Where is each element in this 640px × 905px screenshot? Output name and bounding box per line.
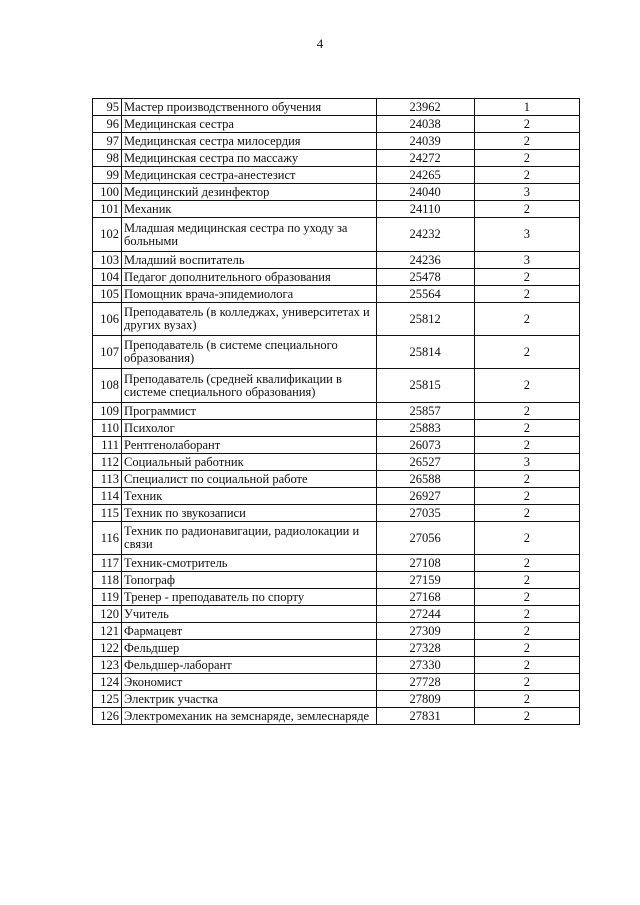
row-value: 2 — [474, 471, 579, 488]
row-value: 2 — [474, 336, 579, 369]
row-number: 120 — [93, 606, 122, 623]
row-value: 2 — [474, 640, 579, 657]
profession-name: Медицинская сестра милосердия — [122, 133, 377, 150]
profession-code: 24110 — [376, 201, 474, 218]
row-value: 2 — [474, 269, 579, 286]
profession-name: Медицинская сестра — [122, 116, 377, 133]
row-number: 97 — [93, 133, 122, 150]
row-number: 121 — [93, 623, 122, 640]
row-value: 2 — [474, 589, 579, 606]
profession-name: Топограф — [122, 572, 377, 589]
profession-name: Медицинская сестра-анестезист — [122, 167, 377, 184]
profession-name: Электрик участка — [122, 691, 377, 708]
row-number: 105 — [93, 286, 122, 303]
profession-code: 24039 — [376, 133, 474, 150]
table-row — [93, 150, 580, 167]
table-row — [93, 252, 580, 269]
table-row — [93, 589, 580, 606]
table-row — [93, 471, 580, 488]
profession-code: 27309 — [376, 623, 474, 640]
page-number: 4 — [316, 36, 324, 51]
profession-code: 25883 — [376, 420, 474, 437]
profession-code: 25857 — [376, 403, 474, 420]
profession-name: Младший воспитатель — [122, 252, 377, 269]
table-row — [93, 606, 580, 623]
profession-name: Техник по звукозаписи — [122, 505, 377, 522]
row-value: 2 — [474, 167, 579, 184]
row-value: 3 — [474, 218, 579, 252]
row-number: 125 — [93, 691, 122, 708]
row-value: 2 — [474, 403, 579, 420]
row-value: 2 — [474, 201, 579, 218]
row-number: 110 — [93, 420, 122, 437]
row-number: 104 — [93, 269, 122, 286]
row-number: 98 — [93, 150, 122, 167]
profession-name: Техник-смотритель — [122, 555, 377, 572]
profession-code: 27108 — [376, 555, 474, 572]
row-value: 3 — [474, 252, 579, 269]
profession-code: 26073 — [376, 437, 474, 454]
table-row — [93, 218, 580, 252]
table-row — [93, 303, 580, 336]
row-number: 101 — [93, 201, 122, 218]
row-value: 2 — [474, 150, 579, 167]
row-number: 103 — [93, 252, 122, 269]
row-value: 2 — [474, 555, 579, 572]
table-row — [93, 369, 580, 403]
table-row — [93, 167, 580, 184]
row-value: 2 — [474, 572, 579, 589]
row-value: 2 — [474, 708, 579, 725]
profession-code: 24272 — [376, 150, 474, 167]
table-row — [93, 116, 580, 133]
row-value: 2 — [474, 606, 579, 623]
row-value: 2 — [474, 369, 579, 403]
row-value: 2 — [474, 691, 579, 708]
profession-code: 25814 — [376, 336, 474, 369]
table-row — [93, 555, 580, 572]
table-row — [93, 623, 580, 640]
profession-code: 27831 — [376, 708, 474, 725]
profession-code: 24265 — [376, 167, 474, 184]
table-row — [93, 437, 580, 454]
table-row — [93, 522, 580, 555]
row-value: 2 — [474, 505, 579, 522]
table-row — [93, 201, 580, 218]
profession-name: Учитель — [122, 606, 377, 623]
row-value: 2 — [474, 420, 579, 437]
row-number: 109 — [93, 403, 122, 420]
row-number: 108 — [93, 369, 122, 403]
table-row — [93, 99, 580, 116]
profession-code: 24040 — [376, 184, 474, 201]
table-row — [93, 691, 580, 708]
profession-code: 27244 — [376, 606, 474, 623]
profession-name: Техник — [122, 488, 377, 505]
table-row — [93, 505, 580, 522]
profession-name: Экономист — [122, 674, 377, 691]
profession-code: 23962 — [376, 99, 474, 116]
row-number: 111 — [93, 437, 122, 454]
profession-name: Электромеханик на земснаряде, землеснаряде — [122, 708, 377, 725]
row-number: 102 — [93, 218, 122, 252]
profession-code: 25812 — [376, 303, 474, 336]
profession-name: Программист — [122, 403, 377, 420]
row-value: 2 — [474, 437, 579, 454]
profession-name: Техник по радионавигации, радиолокации и связи — [122, 522, 377, 555]
table-row — [93, 640, 580, 657]
profession-code: 25478 — [376, 269, 474, 286]
row-number: 114 — [93, 488, 122, 505]
row-number: 106 — [93, 303, 122, 336]
row-number: 119 — [93, 589, 122, 606]
profession-code: 27809 — [376, 691, 474, 708]
row-value: 2 — [474, 674, 579, 691]
row-number: 96 — [93, 116, 122, 133]
row-value: 3 — [474, 184, 579, 201]
table-row — [93, 488, 580, 505]
profession-name: Младшая медицинская сестра по уходу за больными — [122, 218, 377, 252]
profession-name: Помощник врача-эпидемиолога — [122, 286, 377, 303]
row-number: 116 — [93, 522, 122, 555]
profession-code: 27035 — [376, 505, 474, 522]
row-value: 3 — [474, 454, 579, 471]
profession-code: 25564 — [376, 286, 474, 303]
table-row — [93, 454, 580, 471]
row-number: 107 — [93, 336, 122, 369]
row-value: 2 — [474, 488, 579, 505]
table-body — [93, 99, 580, 725]
profession-code: 27330 — [376, 657, 474, 674]
row-number: 124 — [93, 674, 122, 691]
profession-name: Социальный работник — [122, 454, 377, 471]
table-row — [93, 572, 580, 589]
row-value: 2 — [474, 286, 579, 303]
row-number: 122 — [93, 640, 122, 657]
row-number: 100 — [93, 184, 122, 201]
profession-name: Медицинский дезинфектор — [122, 184, 377, 201]
profession-code: 26527 — [376, 454, 474, 471]
profession-name: Фармацевт — [122, 623, 377, 640]
row-number: 113 — [93, 471, 122, 488]
profession-code: 27728 — [376, 674, 474, 691]
row-number: 123 — [93, 657, 122, 674]
profession-code: 24232 — [376, 218, 474, 252]
profession-code: 26588 — [376, 471, 474, 488]
profession-name: Механик — [122, 201, 377, 218]
table-row — [93, 184, 580, 201]
row-number: 118 — [93, 572, 122, 589]
profession-name: Медицинская сестра по массажу — [122, 150, 377, 167]
profession-name: Фельдшер — [122, 640, 377, 657]
profession-code: 26927 — [376, 488, 474, 505]
table-row — [93, 269, 580, 286]
profession-name: Педагог дополнительного образования — [122, 269, 377, 286]
profession-name: Психолог — [122, 420, 377, 437]
row-number: 95 — [93, 99, 122, 116]
table-row — [93, 674, 580, 691]
row-number: 99 — [93, 167, 122, 184]
profession-name: Тренер - преподаватель по спорту — [122, 589, 377, 606]
profession-name: Фельдшер-лаборант — [122, 657, 377, 674]
row-number: 117 — [93, 555, 122, 572]
table-row — [93, 336, 580, 369]
row-value: 1 — [474, 99, 579, 116]
table-row — [93, 657, 580, 674]
profession-name: Рентгенолаборант — [122, 437, 377, 454]
profession-name: Специалист по социальной работе — [122, 471, 377, 488]
row-value: 2 — [474, 623, 579, 640]
profession-code: 27159 — [376, 572, 474, 589]
profession-name: Преподаватель (в колледжах, университетах и других вузах) — [122, 303, 377, 336]
table-row — [93, 403, 580, 420]
profession-code: 25815 — [376, 369, 474, 403]
profession-name: Преподаватель (средней квалификации в системе специального образования) — [122, 369, 377, 403]
row-value: 2 — [474, 133, 579, 150]
row-number: 115 — [93, 505, 122, 522]
row-number: 126 — [93, 708, 122, 725]
profession-code: 27168 — [376, 589, 474, 606]
profession-table — [92, 98, 580, 725]
profession-code: 24038 — [376, 116, 474, 133]
row-value: 2 — [474, 116, 579, 133]
table-row — [93, 286, 580, 303]
table-row — [93, 708, 580, 725]
table-row — [93, 420, 580, 437]
profession-name: Преподаватель (в системе специального образования) — [122, 336, 377, 369]
row-value: 2 — [474, 657, 579, 674]
row-value: 2 — [474, 522, 579, 555]
profession-code: 24236 — [376, 252, 474, 269]
profession-name: Мастер производственного обучения — [122, 99, 377, 116]
row-value: 2 — [474, 303, 579, 336]
profession-code: 27056 — [376, 522, 474, 555]
row-number: 112 — [93, 454, 122, 471]
table-row — [93, 133, 580, 150]
profession-code: 27328 — [376, 640, 474, 657]
